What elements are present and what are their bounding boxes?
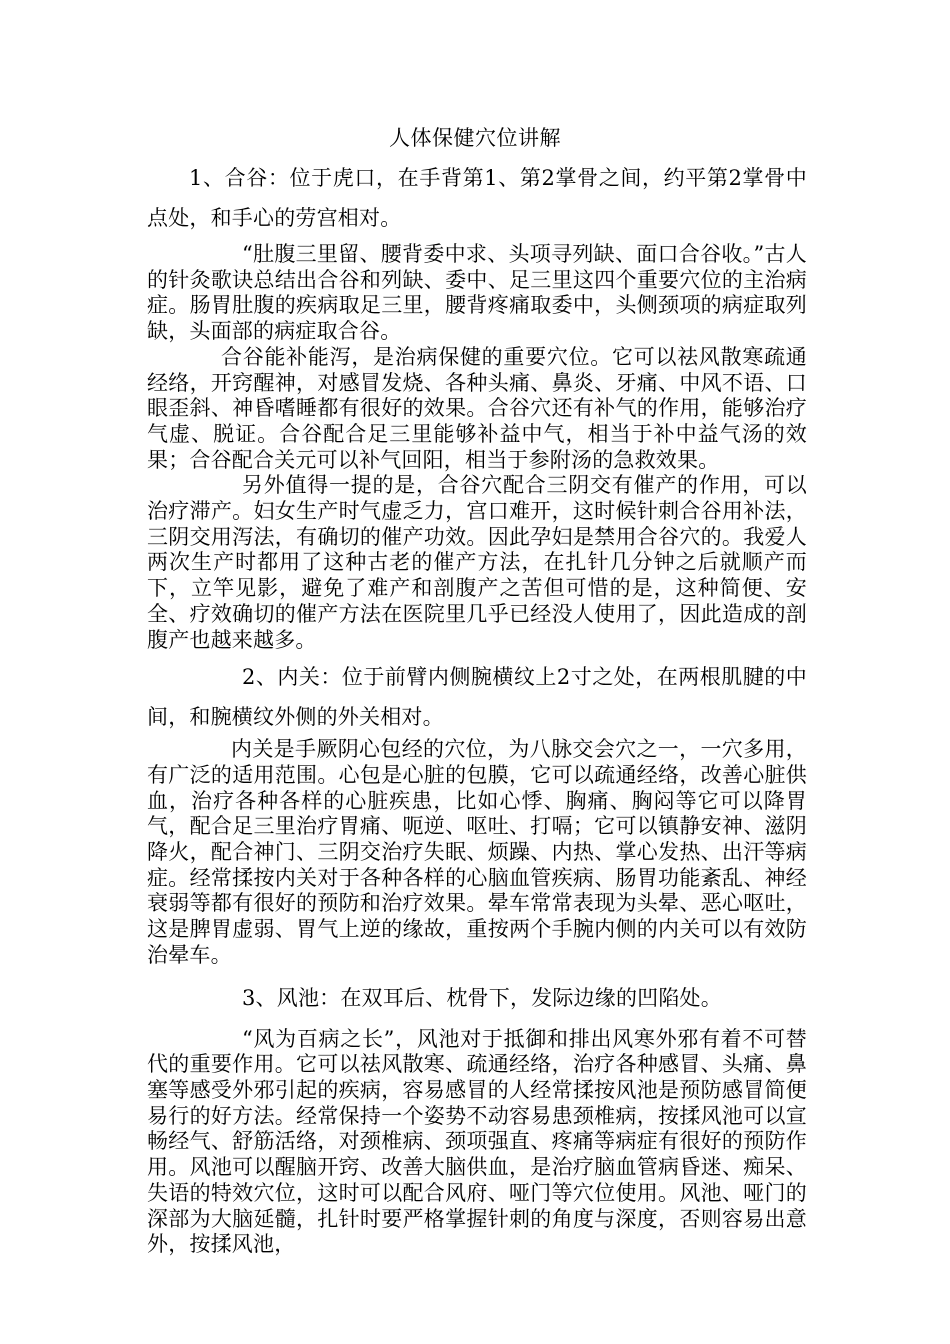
document-body	[147, 158, 807, 1258]
paragraph-fengchi-location: 3、风池：在双耳后、枕骨下，发际边缘的凹陷处。	[242, 985, 722, 1010]
paragraph-hegu-location: 1、合谷：位于虎口，在手背第1、第2掌骨之间，约平第2掌骨中点处，和手心的劳宫相对。	[147, 166, 807, 230]
paragraph-neiguan-effects: 内关是手厥阴心包经的穴位，为八脉交会穴之一，一穴多用，有广泛的适用范围。心包是心脏的包膜，它可以疏通经络，改善心脏供血，治疗各种各样的心脏疾患，比如心悸、胸痛、胸闷等它可以降胃气，配合足三里治疗胃痛、呃逆、呕吐、打嗝；它可以镇静安神、滋阴降火，配合神门、三阴交治疗失眠、烦躁、内热、掌心发热、出汗等病症。经常揉按内关对于各种各样的心脑血管疾病、肠胃功能紊乱、神经衰弱等都有很好的预防和治疗效果。晕车常常表现为头晕、恶心呕吐，这是脾胃虚弱、胃气上逆的缘故，重按两个手腕内侧的内关可以有效防治晕车。	[147, 737, 807, 967]
paragraph-hegu-labor: 另外值得一提的是，合谷穴配合三阴交有催产的作用，可以治疗滞产。妇女生产时气虚乏力，宫口难开，这时候针刺合谷用补法，三阴交用泻法，有确切的催产功效。因此孕妇是禁用合谷穴的。我爱人两次生产时都用了这种古老的催产方法，在扎针几分钟之后就顺产而下，立竿见影，避免了难产和剖腹产之苦但可惜的是，这种简便、安全、疗效确切的催产方法在医院里几乎已经没人使用了，因此造成的剖腹产也越来越多。	[147, 473, 807, 652]
paragraph-acupuncture-song: “肚腹三里留、腰背委中求、头项寻列缺、面口合谷收。”古人的针灸歌诀总结出合谷和列缺、委中、足三里这四个重要穴位的主治病症。肠胃肚腹的疾病取足三里，腰背疼痛取委中，头侧颈项的病症取列缺，头面部的病症取合谷。	[147, 242, 807, 344]
paragraph-hegu-effects: 合谷能补能泻，是治病保健的重要穴位。它可以祛风散寒疏通经络，开窍醒神，对感冒发烧、各种头痛、鼻炎、牙痛、中风不语、口眼歪斜、神昏嗜睡都有很好的效果。合谷穴还有补气的作用，能够治疗气虚、脱证。合谷配合足三里能够补益中气，相当于补中益气汤的效果；合谷配合关元可以补气回阳，相当于参附汤的急救效果。	[147, 344, 807, 472]
paragraph-neiguan-location: 2、内关：位于前臂内侧腕横纹上2寸之处，在两根肌腱的中间，和腕横纹外侧的外关相对。	[147, 665, 807, 730]
paragraph-fengchi-effects: “风为百病之长”，风池对于抵御和排出风寒外邪有着不可替代的重要作用。它可以祛风散寒、疏通经络，治疗各种感冒、头痛、鼻塞等感受外邪引起的疾病，容易感冒的人经常揉按风池是预防感冒简便易行的好方法。经常保持一个姿势不动容易患颈椎病，按揉风池可以宣畅经气、舒筋活络，对颈椎病、颈项强直、疼痛等病症有很好的预防作用。风池可以醒脑开窍、改善大脑供血，是治疗脑血管病昏迷、痴呆、失语的特效穴位，这时可以配合风府、哑门等穴位使用。风池、哑门的深部为大脑延髓，扎针时要严格掌握针刺的角度与深度，否则容易出意外，按揉风池，	[147, 1026, 807, 1257]
document-title: 人体保健穴位讲解	[389, 126, 561, 150]
